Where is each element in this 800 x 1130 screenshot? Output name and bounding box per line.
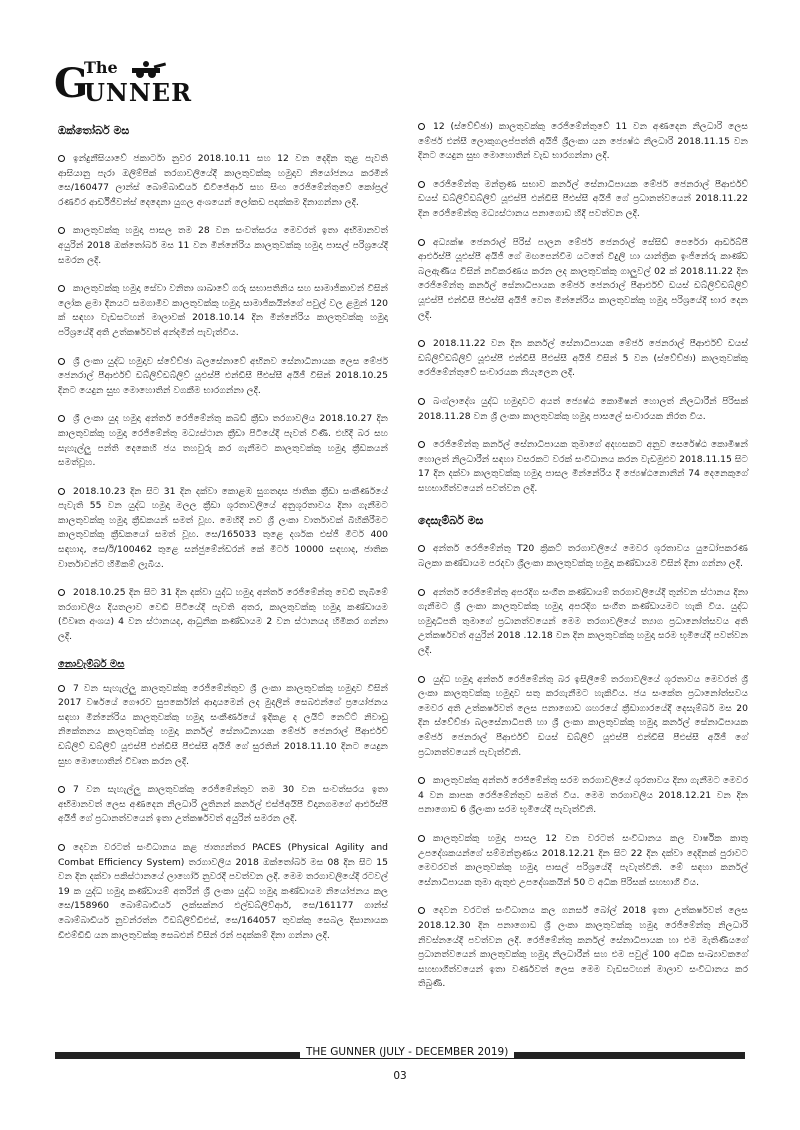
paragraph-text: 7 වන සැහැල්ලු කාලතුවක්කු රෙජිමේන්තුව තම 30 වන සංවත්සරය ඉතා අභිමානවත් ලෙස අණදෙන නිලධාරි ලුතිනන් කර්නල් එස්ජ්අයිපී විදානගමගේ ආර්එස්පී අයිජී ගේ ප්‍රධානත්වයෙන් ඉතා උත්කර්ෂවත් අයුරින් සමරන ලදී. [58,784,388,825]
paragraph-text: කාලතුවක්කු හමුදා පාසල තම 28 වන සංවත්සරය මෙවරත් ඉතා අභිමානවත් අයුරින් 2018 ඔක්තෝබර් මස 11 වන මින්නේරිය කාලතුවක්කු හමුදා පාසල් පරිශ්‍රයේදී සමරන ලදී. [58,225,388,266]
bullet-paragraph [418,178,748,222]
paragraph-text: 2018.11.22 වන දින කර්නල් සේනාධිපායක මේජර් ජෙනරාල් පීආර්එච් ඩයස් ඩබ්ලිව්ඩබ්ලිව් යූඑස්පී එන්ඩීසී පීඑස්සී අයිජී විසින් 5 වන (ස්වේච්ඡා) කාලතුවක්කු රෙජිමේන්තුවේ සංචාරයක නියැලෙන ලදී. [418,338,748,379]
cannon-icon [128,60,168,78]
bullet-paragraph [58,586,388,644]
bullet-circle-icon [58,415,65,422]
bullet-paragraph [418,832,748,890]
magazine-logo [54,58,193,107]
bullet-paragraph [58,224,388,268]
paragraph-text: 2018.10.23 දින සිට 31 දින දක්වා කොළඹ සුගතදාස ජාතික ක්‍රීඩා සංකීර්ණයේ පැවැති 55 වන යුද්ධ හමුදා මලල ක්‍රීඩා ශූරතාවලියේ අනුශූරතාවය දිනා ගැනීමට කාලතුවක්කු හමුදා ක්‍රීඩකයන් සමත් වූහ. මෙහිදී නව ශ්‍රී ලංකා වාර්තාවක් බිහිකිරීමට කාලතුවක්කු ක්‍රීඩකයෝ සමත් වූහ. සෙ/165033 තුළෙ දර්ශක එස්ජී මීටර් 400 සඳහාද, සෙ/ඊ/100462 තුළෙ සන්ජුමේන්ඩරන් කේ මීටර් 10000 සඳහාද, ජාතික වාර්තාවන්ට හිමිකම් ලැබීය. [58,485,388,570]
bullet-circle-icon [418,907,425,914]
paragraph-text: අන්තර් රෙජිමේන්තු අපරදිග සංගීත කණ්ඩායම් තරගාවලියේදී තුන්වන ස්ථානය දිනා ගැනීමට ශ්‍රී ලංකා කාලතුවක්කු හමුදා අපරදිග සංගීත කණ්ඩායමට හැකි විය. යුද්ධ හමුදාධිපති තුමාගේ ප්‍රධානත්වයෙන් මෙම තරගාවලියේ ත්‍යාග ප්‍රධානෝත්සවය අති උත්කර්ෂවත් අයුරින් 2018 .12.18 වන දින කාලතුවක්කු හමුදා සරම භූමියේදී පවත්වන ලදී. [418,586,748,657]
footer-title: THE GUNNER (JULY - DECEMBER 2019) [300,1046,514,1058]
section-heading-december: දෙසැම්බර් මස [418,514,484,528]
bullet-circle-icon [418,398,425,405]
bullet-circle-icon [418,545,425,552]
bullet-circle-icon [58,844,65,851]
bullet-paragraph [58,355,388,399]
november-paragraphs [58,682,388,944]
bullet-paragraph [418,586,748,659]
bullet-paragraph [418,337,748,381]
paragraph-text: 12 (ස්වේච්ඡා) කාලතුවක්කු රෙජිමේන්තුවේ 11 වන අණදෙන නිලධාරි ලෙස මේජර් එන්සී ලොකුගලප්පත්ති අයිජී ශ්‍රීලංකා යන ජ්‍යෙෂ්ඨ නිලධාරි 2018.11.15 වන දිනට යෙදුන සුභ මොහොතින් වැඩ භාරගන්නා ලදී. [418,121,748,162]
paragraph-text: දෙවන වරටත් සංවිධානය කල ගනර්ස් බෝල් 2018 ඉතා උත්කර්ෂවත් ලෙස 2018.12.30 දින පනාගොඩ ශ්‍රී ලංකා කාලතුවක්කු හමුදා රෙජිමේන්තු නිලධාරි නිවස්නයේදී පවත්වන ලදී. රෙජිමේන්තු කර්නල් සේනාධිපායක හා එම මැතිණියගේ ප්‍රධානත්වයෙන් කාලතුවක්කු හමුදා නිලධාරීන් සහ එම පවුල් 100 අධික සංඛ්‍යාවකගේ සහභාගීත්වයෙන් ඉතා වර්ණවත් ලෙස මෙම වැඩසටහන් මාලාව සංවිධානය කර තිබුණි. [418,905,748,990]
paragraph-text: රෙජිමේන්තු කර්නල් සේනාධිපායක තුමාගේ අදහසකට අනුව සෙරේෂ්ඨ කොමිෂන් හොලත් නිලධාරීන් සඳහා වසරකට වරක් සංවිධානය කරන වැඩමුළුව 2018.11.15 සිට 17 දින දක්වා කාලතුවක්කු හමුදා පාසල මින්නේරිය දී ජ්‍යෙෂ්ඨනොනින් 74 දෙනෙකුගේ සහභාගිත්වයෙන් පවත්වන ලදී. [418,439,748,494]
logo-the: The [84,58,118,77]
bullet-circle-icon [58,685,65,692]
bullet-circle-icon [418,589,425,596]
paragraph-text: බංග්ලාදේශ යුද්ධ හමුදාවට අයත් ජ්‍යෙෂ්ඨ කොමිෂන් හොලත් නිලධාරීන් පිරිසක් 2018.11.28 වන ශ්‍රී ලංකා කාලතුවක්කු හමුදා පාසලේ සංචාරයක නිරත විය. [418,395,748,422]
paragraph-text: ශ්‍රී ලංකා යුද හමුදා අන්තර් රෙජිමේන්තු කබඩ් ක්‍රීඩා තරගාවලිය 2018.10.27 දින කාලතුවක්කු හමුදා රෙජිමේන්තු මධ්‍යස්ථාන ක්‍රීඩා පිටියේදී පැවත් විණි. එහිදී බර සහ සැහැල්ලු පන්ති දෙකෙහි ජය තහවුරු කර ගැනීමට කාලතුවක්කු හමුදා ක්‍රීඩකයන් සමත්වූහ. [58,413,388,469]
bullet-circle-icon [418,676,425,683]
november-paragraphs-continued [418,120,748,496]
bullet-circle-icon [58,786,65,793]
bullet-circle-icon [418,835,425,842]
section-heading-october: ඔක්තෝබර් මස [58,124,130,137]
bullet-circle-icon [58,227,65,234]
bullet-circle-icon [58,285,65,292]
section-heading-november: නොවැම්බර් මස [58,658,125,670]
paragraph-text: අන්තර් රෙජිමේන්තු T20 ක්‍රිකට් තරගාවලියේ මෙවර ශූරතාවය යුධෝපකරණ බලකා කණ්ඩායම පරදවා ශ්‍රීලංකා කාලතුවක්කු හමුදා කණ්ඩායම විසින් දිනා ගන්නා ලදී. [418,543,748,570]
bullet-paragraph [58,485,388,573]
bullet-circle-icon [418,777,425,784]
paragraph-text: අධ්‍යක්ෂ ජෙනරාල් පිරිස් පාලන මේජර් ජෙනරාල් සේසිඩ් පෙරේරා ආර්ඩබ්පී ආර්එස්පී යූඑස්පී අයිජී ගේ මඟපෙන්වීම යටතේ විදුලි හා යාන්ත්‍රික ඉංජිනේරු කාණ්ඩ බලඇණිය විසින් නවීකරණය කරන ලද කාලතුවක්කු ගාලුවල් 02 ක් 2018.11.22 දින රෙජිමේන්තු කර්නල් සේනාධිපායක මේජර් ජෙනරාල් පීආර්එච් ඩයස් ඩබ්ලිව්ඩබ්ලිව් යූඑස්පී එන්ඩීසී පීඑස්සී අයිජී වෙත මින්නේරිය කාලතුවක්කු හමුදා පරිශ්‍රයේදී භාර දෙන ලදී. [418,236,748,321]
paragraph-text: 7 වන සැහැල්ලු කාලතුවක්කු රෙජිමේන්තුව ශ්‍රී ලංකා කාලතුවක්කු හමුදාව විසින් 2017 වර්ෂයේ ගෞරව සුපර්කෝන් ආදායමෙන් ලද මුදලින් සෙබළුන්ගේ ප්‍රයෝජනය සඳහා මින්නේරිය කාලතුවක්කු හමුදා සංකීර්ණයේ ඉදිකළ ද ලයිට් නෙට්ට් නිවාඩු නිකේතනය කාලතුවක්කු හමුදා කර්නල් සේනාධිනායක මේජර් ජෙනරාල් පීආර්එච් ඩබ්ලිව් ඩබ්ලිව් යූඑස්පී එන්ඩීසී පීඑස්සී අයිජී ගේ සුරතින් 2018.11.10 දිනට යෙදුන සුභ මොහොතින් විවෘත කරන ලදී. [58,682,388,767]
bullet-paragraph [418,774,748,818]
bullet-paragraph [418,236,748,324]
bullet-paragraph [418,120,748,164]
bullet-circle-icon [418,340,425,347]
paragraph-text: රෙජිමේන්තු මන්ත්‍රණ සභාව කර්නල් සේනාධිපායක මේජර් ජෙනරාල් පීආර්එච් ඩයස් ඩබ්ලිව්ඩබ්ලිව් යූඑස්පී එන්ඩීසී පීඑස්සී අයිජී ගේ ප්‍රධානත්වයෙන් 2018.11.22 දින රෙජිමේන්තු මධ්‍යස්ථානය පනාගොඩ හිදී පවත්වන ලදී. [418,178,748,219]
paragraph-text: යුද්ධ හමුදා අන්තර් රෙජිමේන්තු බර ඉසිලීමේ තරගාවලියේ ශූරතාවය මෙවරත් ශ්‍රී ලංකා කාලතුවක්කු හමුදාව සතු කරගැනීමට හැකිවිය. ජය සංකේත ප්‍රධානෝත්සවය මෙවර අති උත්කර්ෂවත් ලෙස පනාගොඩ ශහරයේ ක්‍රීඩාගාරයේදී දෙසැම්බර් මස 20 දින ස්වේච්ඡා බලසේනාධිපති හා ශ්‍රී ලංකා කාලතුවක්කු හමුදා කර්නල් සේනාධිපායක මේජර් ජෙනරාල් පීආර්එච් ඩයස් ඩබ්ලිව් යූඑස්පී එන්ඩීසී පීඑස්සී අයිජී ගේ ප්‍රධානත්වයෙන් පැවැත්විනි. [418,673,748,758]
right-column [418,120,748,1006]
bullet-circle-icon [58,155,65,162]
page-number: 03 [393,1070,407,1082]
bullet-paragraph [58,783,388,827]
bullet-paragraph [418,395,748,424]
bullet-circle-icon [58,358,65,365]
paragraph-text: දෙවන වරටත් සංවිධානය කළ ජාත්‍යන්තර PACES (Physical Agility and Combat Efficiency System) තරගාවලිය 2018 ඔක්තෝබර් මස 08 දින සිට 15 වන දින දක්වා පකිස්ථානයේ ලාහෝර් නුවරදී පවත්වන ලදී. මෙම තරගාවලියේදී රටවල් 19 ක යුද්ධ හමුදා කණ්ඩායම් අතරින් ශ්‍රී ලංකා යුද්ධ හමුදා කණ්ඩායම නියෝජනය කල සෙ/158960 බොම්බාඩියර් ලක්සක්නර එල්ඩබ්ලිව්ආර්, සෙ/161177 ගාන්ස් බොම්බාඩියර් නුවන්රත්න ටීඩබ්ලිව්ඩීඑස්, සෙ/164057 තුවක්කු සෙබල දිසානායක ඩීඑම්ඩීඩී යන කාලතුවක්කු සෙබළුන් විසින් රන් පදක්කම් දිනා ගන්නා ලදී. [58,841,388,941]
december-paragraphs [418,542,748,991]
bullet-circle-icon [418,123,425,130]
bullet-circle-icon [58,589,65,596]
bullet-circle-icon [418,181,425,188]
bullet-paragraph [58,152,388,210]
logo-g: G [54,60,89,107]
paragraph-text: 2018.10.25 දින සිට 31 දින දක්වා යුද්ධ හමුදා අන්තර් රෙජිමේන්තු වෙඩි තැබීමේ තරගාවලිය දියතලාව වෙඩි පිටියේදී පැවති අතර, කාලතුවක්කු හමුදා කණ්ඩායම (විවෘත අංශය) 4 වන ස්ථානයද, ආධුනික කණ්ඩායම 2 වන ස්ථානයද හිමිකර ගන්නා ලදී. [58,587,388,643]
paragraph-text: කාලතුවක්කු හමුදා සේවා වනිතා ශාඛාවේ ගරු සභාපතිනිය සහ සාමාජිකාවන් විසින් ලෝක ළමා දිනයට සමගාමීව කාලතුවක්කු හමුදා සාමාජිකයින්ගේ පවුල් වල ළමුන් 120 ක් සඳහා වැඩසටහන් මාලාවක් 2018.10.14 දින මින්නේරිය කාලතුවක්කු හමුදා පරිශ්‍රයේදී අති උත්කර්ෂවත් අන්දමින් පැවැත්විය. [58,283,388,338]
bullet-circle-icon [418,441,425,448]
paragraph-text: ඉන්දුනීසියාවේ ජකාර්ටා නුවර 2018.10.11 සහ 12 වන දෙදින තුළ පැවති ආසියානු පැරා ඔලිම්පික් තරගාවලියේදී කාලතුවක්කු හමුදාව නියෝජනය කරමින් සෙ/160477 ලාන්ස් බොම්බාඩියර් ඩීවීජේආර් සහ සිංහ රෙජිමේන්තුවේ කෝප්‍රල් රණවීර ආර්ඩීජීවන්ස් දෙදෙනා යුගල අංශයෙන් ලෝකඩ පදක්කම දිනාගන්නා ලදී. [58,153,388,208]
bullet-paragraph [58,412,388,470]
bullet-paragraph [418,673,748,761]
bullet-paragraph [58,282,388,340]
bullet-paragraph [58,682,388,770]
logo-unner: UNNER [84,78,193,107]
bullet-circle-icon [58,488,65,495]
left-column [58,120,388,957]
bullet-paragraph [418,438,748,496]
bullet-paragraph [418,904,748,992]
bullet-circle-icon [418,239,425,246]
paragraph-text: කාලතුවක්කු අන්තර් රෙජිමේන්තු සරම තරගාවලියේ ශූරතාවය දිනා ගැනීමට මෙවර 4 වන කාපක රෙජිමේන්තුව සමත් විය. මෙම තරගාවලිය 2018.12.21 වන දින පනාගොඩ 6 ශ්‍රීලංකා සරම භූමියේදී පැවැත්විනි. [418,775,748,816]
paragraph-text: ශ්‍රී ලංකා යුද්ධ හමුදාව ස්වේච්ඡා බලසේනාවේ අභිනව සේනාධිනායක ලෙස මේජර් ජෙනරාල් පීආර්එච් ඩබ්ලිව්ඩබ්ලිව් යූඑස්පී එන්ඩීසී පීඑස්සී අයිජී විසින් 2018.10.25 දිනට යෙදුන සුභ මොහොතින් වගකීම භාරගන්නා ලදී. [58,355,388,396]
october-paragraphs [58,152,388,645]
bullet-paragraph [58,841,388,943]
bullet-paragraph [418,542,748,571]
paragraph-text: කාලතුවක්කු හමුදා පාසල 12 වන වරටත් සංවිධානය කල වාර්ෂික කාතු උපදේශකයන්ගේ සම්මන්ත්‍රණය 2018.12.21 දින සිට 22 දින දක්වා දෙදිනක් පුරාවට මෙවරවත් කාලතුවක්කු හමුදා පාසල් පරිශ්‍රයේදී පැවැත්විනි. මේ සඳහා කර්නල් සේනාධිපායක තුමා ඇතුළු උපදේශකයින් 50 ට අධික පිරිසක් සහභාගී විය. [418,832,748,888]
